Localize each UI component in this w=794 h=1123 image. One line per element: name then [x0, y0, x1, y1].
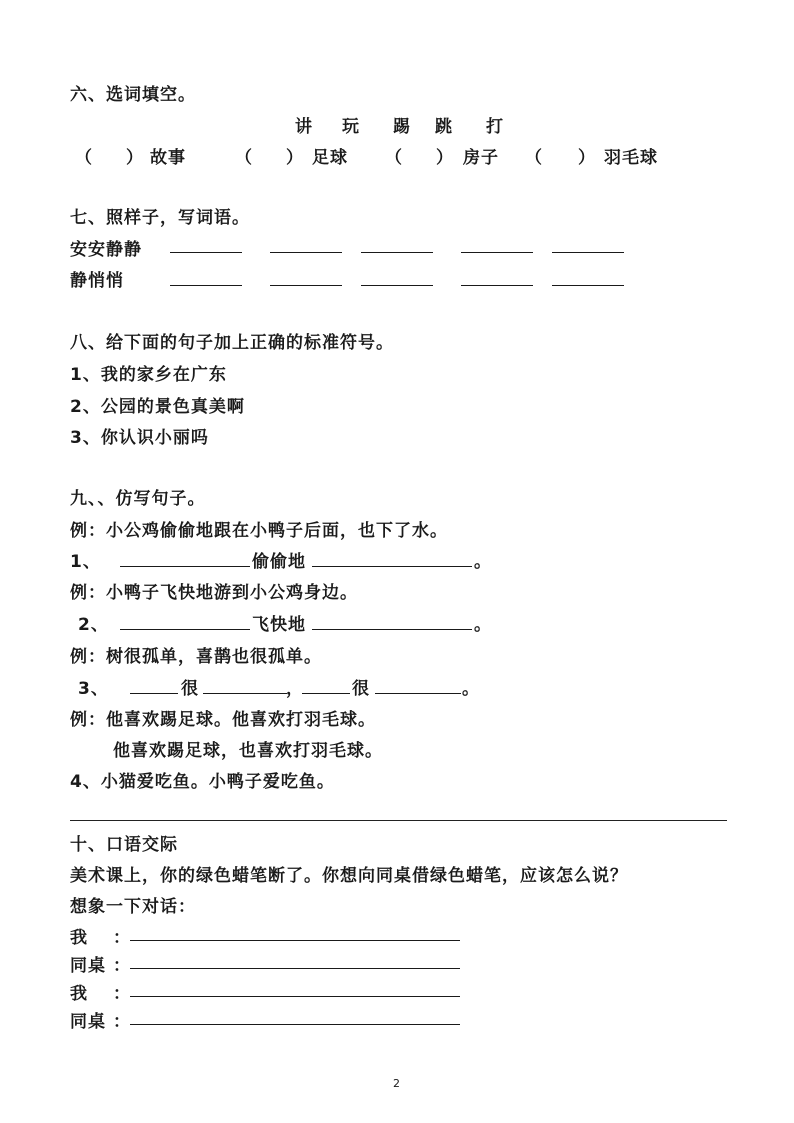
dialog-speaker: 同桌: [70, 1012, 106, 1032]
fill-paren-open: （: [385, 148, 403, 168]
fill-paren-open: （: [235, 148, 253, 168]
answer-blank[interactable]: [312, 629, 472, 630]
word-bank-item: 讲: [295, 117, 313, 137]
question-keyword: 飞快地: [252, 615, 306, 635]
dialog-speaker: 我: [70, 928, 88, 948]
answer-blank[interactable]: [361, 285, 433, 286]
answer-blank[interactable]: [270, 252, 342, 253]
dialog-colon: ：: [113, 956, 131, 976]
question-item: 4、小猫爱吃鱼。小鸭子爱吃鱼。: [70, 772, 335, 792]
comma: ，: [286, 679, 304, 699]
sentence-end: 。: [462, 679, 480, 699]
answer-blank[interactable]: [203, 693, 287, 694]
section-7-heading: 七、照样子，写词语。: [70, 208, 250, 228]
answer-blank[interactable]: [552, 285, 624, 286]
answer-blank[interactable]: [361, 252, 433, 253]
example-sentence: 例：树很孤单，喜鹊也很孤单。: [70, 647, 322, 667]
dialog-answer-line[interactable]: [130, 968, 460, 969]
dialog-answer-line[interactable]: [130, 1024, 460, 1025]
dialog-answer-line[interactable]: [130, 996, 460, 997]
answer-blank[interactable]: [552, 252, 624, 253]
punctuation-item: 3、你认识小丽吗: [70, 428, 209, 448]
sentence-end: 。: [474, 552, 492, 572]
example-sentence: 例：小公鸡偷偷地跟在小鸭子后面，也下了水。: [70, 521, 448, 541]
question-keyword: 很: [352, 679, 370, 699]
example-sentence: 他喜欢踢足球，也喜欢打羽毛球。: [113, 741, 383, 761]
fill-item-text: 故事: [150, 148, 186, 168]
fill-paren-open: （: [75, 148, 93, 168]
section-8-heading: 八、给下面的句子加上正确的标准符号。: [70, 333, 394, 353]
fill-paren-close: ）: [578, 148, 596, 168]
punctuation-item: 2、公园的景色真美啊: [70, 397, 245, 417]
section-divider: [70, 820, 727, 821]
question-number: 2、: [78, 615, 109, 635]
dialog-speaker: 同桌: [70, 956, 106, 976]
answer-blank[interactable]: [302, 693, 350, 694]
example-word: 安安静静: [70, 240, 142, 260]
fill-paren-close: ）: [286, 148, 304, 168]
answer-blank[interactable]: [170, 252, 242, 253]
answer-blank[interactable]: [461, 252, 533, 253]
question-number: 3、: [78, 679, 109, 699]
section-10-heading: 十、口语交际: [70, 835, 178, 855]
dialog-speaker: 我: [70, 984, 88, 1004]
fill-item-text: 羽毛球: [604, 148, 658, 168]
dialog-answer-line[interactable]: [130, 940, 460, 941]
page-number: 2: [393, 1077, 400, 1090]
fill-item-text: 房子: [463, 148, 499, 168]
example-sentence: 例：他喜欢踢足球。他喜欢打羽毛球。: [70, 710, 376, 730]
sentence-end: 。: [474, 615, 492, 635]
prompt-text: 美术课上，你的绿色蜡笔断了。你想向同桌借绿色蜡笔，应该怎么说？: [70, 866, 628, 886]
dialog-colon: ：: [113, 1012, 131, 1032]
section-9-heading: 九、、仿写句子。: [70, 489, 206, 509]
example-sentence: 例：小鸭子飞快地游到小公鸡身边。: [70, 583, 358, 603]
answer-blank[interactable]: [130, 693, 178, 694]
fill-paren-close: ）: [436, 148, 454, 168]
answer-blank[interactable]: [120, 566, 250, 567]
fill-item-text: 足球: [312, 148, 348, 168]
punctuation-item: 1、我的家乡在广东: [70, 365, 227, 385]
question-keyword: 偷偷地: [252, 552, 306, 572]
answer-blank[interactable]: [120, 629, 250, 630]
word-bank-item: 踢: [393, 117, 411, 137]
word-bank-item: 跳: [435, 117, 453, 137]
prompt-subtext: 想象一下对话：: [70, 897, 196, 917]
answer-blank[interactable]: [461, 285, 533, 286]
answer-blank[interactable]: [375, 693, 461, 694]
word-bank-item: 玩: [342, 117, 360, 137]
example-word: 静悄悄: [70, 271, 124, 291]
section-6-heading: 六、选词填空。: [70, 85, 196, 105]
answer-blank[interactable]: [312, 566, 472, 567]
question-number: 1、: [70, 552, 101, 572]
answer-blank[interactable]: [270, 285, 342, 286]
word-bank-item: 打: [486, 117, 504, 137]
dialog-colon: ：: [113, 984, 131, 1004]
answer-blank[interactable]: [170, 285, 242, 286]
dialog-colon: ：: [113, 928, 131, 948]
fill-paren-open: （: [525, 148, 543, 168]
question-keyword: 很: [181, 679, 199, 699]
fill-paren-close: ）: [126, 148, 144, 168]
